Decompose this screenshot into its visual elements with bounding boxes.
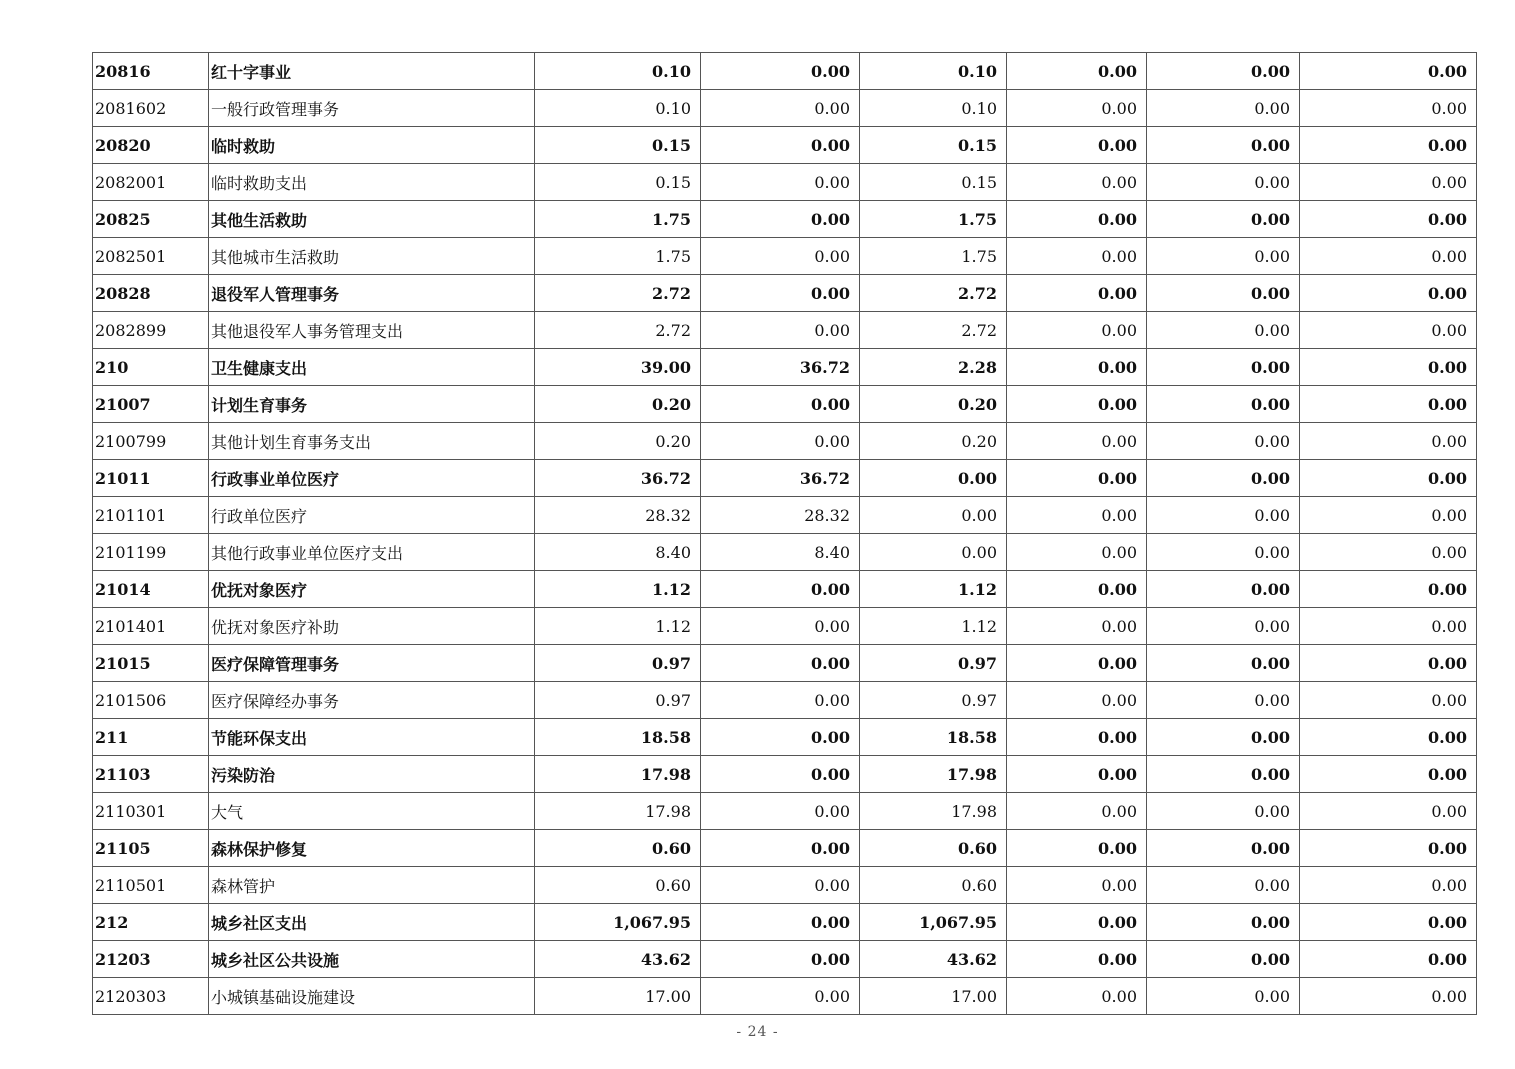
amount-cell: 8.40 [535, 534, 701, 571]
amount-cell: 0.00 [1147, 756, 1300, 793]
amount-cell: 0.00 [1300, 312, 1477, 349]
amount-cell: 0.00 [860, 460, 1007, 497]
amount-cell: 0.00 [1300, 719, 1477, 756]
subject-code-cell: 2100799 [93, 423, 209, 460]
subject-code-cell: 2110301 [93, 793, 209, 830]
amount-cell: 0.00 [1300, 497, 1477, 534]
subject-code-cell: 210 [93, 349, 209, 386]
table-row [93, 534, 1477, 571]
amount-cell: 0.00 [1147, 53, 1300, 90]
amount-cell: 0.00 [1147, 386, 1300, 423]
amount-cell: 0.00 [1007, 571, 1147, 608]
amount-cell: 0.00 [1007, 164, 1147, 201]
amount-cell: 0.00 [1300, 941, 1477, 978]
table-row [93, 571, 1477, 608]
amount-cell: 0.00 [1300, 238, 1477, 275]
subject-name-cell: 城乡社区公共设施 [209, 941, 535, 978]
amount-cell: 0.00 [1007, 423, 1147, 460]
table-row [93, 682, 1477, 719]
subject-code-cell: 211 [93, 719, 209, 756]
amount-cell: 0.97 [535, 682, 701, 719]
amount-cell: 28.32 [701, 497, 860, 534]
amount-cell: 0.00 [1007, 460, 1147, 497]
amount-cell: 0.00 [1007, 756, 1147, 793]
table-row [93, 978, 1477, 1015]
table-row [93, 164, 1477, 201]
amount-cell: 0.10 [860, 53, 1007, 90]
subject-name-cell: 临时救助 [209, 127, 535, 164]
amount-cell: 0.00 [1300, 682, 1477, 719]
amount-cell: 17.98 [860, 793, 1007, 830]
amount-cell: 0.15 [860, 127, 1007, 164]
amount-cell: 0.00 [701, 793, 860, 830]
table-row [93, 201, 1477, 238]
subject-name-cell: 行政单位医疗 [209, 497, 535, 534]
amount-cell: 0.15 [860, 164, 1007, 201]
amount-cell: 0.00 [701, 867, 860, 904]
amount-cell: 0.97 [860, 645, 1007, 682]
amount-cell: 0.00 [1300, 90, 1477, 127]
budget-table [92, 52, 1477, 1015]
table-row [93, 904, 1477, 941]
amount-cell: 2.72 [860, 275, 1007, 312]
amount-cell: 0.00 [1300, 349, 1477, 386]
table-row [93, 127, 1477, 164]
table-row [93, 756, 1477, 793]
amount-cell: 0.00 [1007, 830, 1147, 867]
amount-cell: 0.00 [1147, 201, 1300, 238]
amount-cell: 0.00 [701, 127, 860, 164]
subject-code-cell: 21015 [93, 645, 209, 682]
table-row [93, 90, 1477, 127]
amount-cell: 0.00 [1007, 201, 1147, 238]
amount-cell: 1.12 [860, 571, 1007, 608]
amount-cell: 0.00 [1147, 830, 1300, 867]
amount-cell: 0.15 [535, 127, 701, 164]
amount-cell: 0.60 [860, 830, 1007, 867]
amount-cell: 1.12 [535, 571, 701, 608]
amount-cell: 0.00 [1147, 349, 1300, 386]
amount-cell: 0.00 [1300, 164, 1477, 201]
amount-cell: 0.00 [1007, 645, 1147, 682]
subject-code-cell: 2081602 [93, 90, 209, 127]
table-row [93, 497, 1477, 534]
subject-code-cell: 21011 [93, 460, 209, 497]
amount-cell: 0.00 [1147, 534, 1300, 571]
amount-cell: 1.75 [535, 201, 701, 238]
amount-cell: 0.00 [1007, 608, 1147, 645]
table-row [93, 867, 1477, 904]
amount-cell: 0.00 [1007, 90, 1147, 127]
amount-cell: 0.00 [1147, 275, 1300, 312]
subject-code-cell: 2082501 [93, 238, 209, 275]
amount-cell: 0.00 [1007, 349, 1147, 386]
amount-cell: 0.00 [1300, 53, 1477, 90]
subject-name-cell: 森林保护修复 [209, 830, 535, 867]
subject-code-cell: 2101199 [93, 534, 209, 571]
amount-cell: 0.00 [1147, 312, 1300, 349]
amount-cell: 2.28 [860, 349, 1007, 386]
amount-cell: 2.72 [860, 312, 1007, 349]
amount-cell: 0.60 [860, 867, 1007, 904]
amount-cell: 0.00 [1147, 867, 1300, 904]
amount-cell: 1.75 [535, 238, 701, 275]
amount-cell: 0.00 [701, 682, 860, 719]
amount-cell: 0.00 [701, 238, 860, 275]
amount-cell: 0.00 [701, 423, 860, 460]
amount-cell: 0.00 [1147, 423, 1300, 460]
amount-cell: 0.00 [1300, 423, 1477, 460]
amount-cell: 0.00 [1147, 719, 1300, 756]
subject-code-cell: 21203 [93, 941, 209, 978]
table-row [93, 349, 1477, 386]
amount-cell: 0.97 [535, 645, 701, 682]
amount-cell: 0.00 [1300, 830, 1477, 867]
amount-cell: 0.00 [1300, 793, 1477, 830]
amount-cell: 1.12 [535, 608, 701, 645]
amount-cell: 0.20 [535, 423, 701, 460]
subject-code-cell: 2101506 [93, 682, 209, 719]
amount-cell: 36.72 [701, 460, 860, 497]
subject-name-cell: 其他行政事业单位医疗支出 [209, 534, 535, 571]
amount-cell: 0.00 [1147, 978, 1300, 1015]
amount-cell: 0.00 [1300, 756, 1477, 793]
table-row [93, 941, 1477, 978]
amount-cell: 0.00 [1147, 90, 1300, 127]
amount-cell: 0.00 [1300, 867, 1477, 904]
amount-cell: 0.00 [1147, 645, 1300, 682]
amount-cell: 0.00 [1300, 904, 1477, 941]
amount-cell: 0.00 [1147, 682, 1300, 719]
amount-cell: 0.00 [701, 312, 860, 349]
amount-cell: 17.00 [535, 978, 701, 1015]
amount-cell: 0.00 [701, 386, 860, 423]
amount-cell: 1,067.95 [535, 904, 701, 941]
amount-cell: 43.62 [860, 941, 1007, 978]
amount-cell: 43.62 [535, 941, 701, 978]
amount-cell: 0.10 [860, 90, 1007, 127]
amount-cell: 18.58 [535, 719, 701, 756]
amount-cell: 2.72 [535, 312, 701, 349]
amount-cell: 0.00 [1300, 127, 1477, 164]
amount-cell: 0.00 [701, 53, 860, 90]
amount-cell: 0.20 [860, 423, 1007, 460]
subject-name-cell: 大气 [209, 793, 535, 830]
amount-cell: 0.10 [535, 90, 701, 127]
amount-cell: 0.00 [860, 534, 1007, 571]
subject-name-cell: 临时救助支出 [209, 164, 535, 201]
amount-cell: 0.00 [1147, 793, 1300, 830]
amount-cell: 0.00 [1300, 460, 1477, 497]
amount-cell: 0.00 [1007, 312, 1147, 349]
subject-name-cell: 医疗保障管理事务 [209, 645, 535, 682]
subject-code-cell: 2101401 [93, 608, 209, 645]
amount-cell: 2.72 [535, 275, 701, 312]
amount-cell: 0.00 [1007, 534, 1147, 571]
amount-cell: 0.00 [1007, 386, 1147, 423]
table-row [93, 386, 1477, 423]
amount-cell: 0.60 [535, 867, 701, 904]
amount-cell: 0.00 [1007, 978, 1147, 1015]
amount-cell: 17.00 [860, 978, 1007, 1015]
amount-cell: 0.00 [860, 497, 1007, 534]
amount-cell: 0.00 [701, 90, 860, 127]
amount-cell: 0.00 [1300, 201, 1477, 238]
table-row [93, 608, 1477, 645]
amount-cell: 17.98 [535, 756, 701, 793]
subject-code-cell: 20825 [93, 201, 209, 238]
subject-name-cell: 污染防治 [209, 756, 535, 793]
subject-name-cell: 一般行政管理事务 [209, 90, 535, 127]
subject-code-cell: 2082899 [93, 312, 209, 349]
amount-cell: 0.97 [860, 682, 1007, 719]
amount-cell: 0.00 [1007, 719, 1147, 756]
amount-cell: 0.00 [701, 719, 860, 756]
amount-cell: 0.00 [701, 164, 860, 201]
subject-name-cell: 行政事业单位医疗 [209, 460, 535, 497]
subject-name-cell: 节能环保支出 [209, 719, 535, 756]
table-row [93, 793, 1477, 830]
subject-code-cell: 21103 [93, 756, 209, 793]
subject-code-cell: 20828 [93, 275, 209, 312]
amount-cell: 0.00 [1147, 460, 1300, 497]
amount-cell: 0.00 [1300, 571, 1477, 608]
subject-name-cell: 卫生健康支出 [209, 349, 535, 386]
subject-name-cell: 其他退役军人事务管理支出 [209, 312, 535, 349]
amount-cell: 0.00 [1147, 571, 1300, 608]
subject-code-cell: 21007 [93, 386, 209, 423]
subject-name-cell: 森林管护 [209, 867, 535, 904]
amount-cell: 0.20 [535, 386, 701, 423]
subject-code-cell: 2082001 [93, 164, 209, 201]
subject-name-cell: 红十字事业 [209, 53, 535, 90]
subject-code-cell: 212 [93, 904, 209, 941]
subject-name-cell: 小城镇基础设施建设 [209, 978, 535, 1015]
page-number: - 24 - [736, 1024, 779, 1040]
amount-cell: 0.00 [1300, 645, 1477, 682]
amount-cell: 0.10 [535, 53, 701, 90]
table-row [93, 423, 1477, 460]
amount-cell: 17.98 [535, 793, 701, 830]
amount-cell: 0.00 [1007, 127, 1147, 164]
subject-name-cell: 医疗保障经办事务 [209, 682, 535, 719]
table-row [93, 645, 1477, 682]
amount-cell: 0.00 [701, 830, 860, 867]
amount-cell: 0.00 [1300, 386, 1477, 423]
amount-cell: 0.00 [1147, 904, 1300, 941]
amount-cell: 0.00 [1300, 608, 1477, 645]
table-row [93, 238, 1477, 275]
amount-cell: 39.00 [535, 349, 701, 386]
subject-code-cell: 20820 [93, 127, 209, 164]
amount-cell: 0.00 [1147, 238, 1300, 275]
amount-cell: 0.00 [701, 608, 860, 645]
subject-name-cell: 优抚对象医疗补助 [209, 608, 535, 645]
amount-cell: 0.00 [701, 571, 860, 608]
table-row [93, 275, 1477, 312]
amount-cell: 0.00 [701, 756, 860, 793]
amount-cell: 0.00 [701, 941, 860, 978]
subject-name-cell: 计划生育事务 [209, 386, 535, 423]
subject-name-cell: 其他生活救助 [209, 201, 535, 238]
amount-cell: 0.00 [1147, 127, 1300, 164]
table-row [93, 312, 1477, 349]
amount-cell: 0.15 [535, 164, 701, 201]
amount-cell: 17.98 [860, 756, 1007, 793]
amount-cell: 0.00 [701, 201, 860, 238]
subject-code-cell: 2101101 [93, 497, 209, 534]
amount-cell: 8.40 [701, 534, 860, 571]
subject-code-cell: 20816 [93, 53, 209, 90]
subject-code-cell: 21014 [93, 571, 209, 608]
subject-name-cell: 其他城市生活救助 [209, 238, 535, 275]
amount-cell: 0.00 [1300, 534, 1477, 571]
amount-cell: 0.00 [1007, 793, 1147, 830]
amount-cell: 0.00 [1147, 941, 1300, 978]
amount-cell: 0.00 [701, 645, 860, 682]
table-row [93, 460, 1477, 497]
amount-cell: 1.75 [860, 201, 1007, 238]
amount-cell: 0.60 [535, 830, 701, 867]
amount-cell: 0.00 [1007, 904, 1147, 941]
amount-cell: 0.00 [1007, 275, 1147, 312]
amount-cell: 0.00 [701, 904, 860, 941]
amount-cell: 36.72 [701, 349, 860, 386]
amount-cell: 1,067.95 [860, 904, 1007, 941]
amount-cell: 0.00 [1147, 608, 1300, 645]
amount-cell: 0.00 [1007, 497, 1147, 534]
amount-cell: 0.00 [1007, 238, 1147, 275]
amount-cell: 1.75 [860, 238, 1007, 275]
amount-cell: 36.72 [535, 460, 701, 497]
amount-cell: 0.00 [1300, 275, 1477, 312]
subject-name-cell: 退役军人管理事务 [209, 275, 535, 312]
table-row [93, 830, 1477, 867]
amount-cell: 0.00 [1007, 53, 1147, 90]
subject-name-cell: 城乡社区支出 [209, 904, 535, 941]
amount-cell: 0.00 [1147, 164, 1300, 201]
table-body [93, 53, 1477, 1015]
amount-cell: 0.00 [1300, 978, 1477, 1015]
amount-cell: 0.00 [1007, 941, 1147, 978]
amount-cell: 0.00 [701, 275, 860, 312]
subject-code-cell: 2110501 [93, 867, 209, 904]
amount-cell: 0.00 [1007, 867, 1147, 904]
amount-cell: 28.32 [535, 497, 701, 534]
amount-cell: 0.00 [1007, 682, 1147, 719]
table-row [93, 719, 1477, 756]
amount-cell: 18.58 [860, 719, 1007, 756]
amount-cell: 0.00 [701, 978, 860, 1015]
subject-code-cell: 21105 [93, 830, 209, 867]
amount-cell: 0.00 [1147, 497, 1300, 534]
subject-code-cell: 2120303 [93, 978, 209, 1015]
amount-cell: 1.12 [860, 608, 1007, 645]
table-row [93, 53, 1477, 90]
subject-name-cell: 其他计划生育事务支出 [209, 423, 535, 460]
subject-name-cell: 优抚对象医疗 [209, 571, 535, 608]
amount-cell: 0.20 [860, 386, 1007, 423]
